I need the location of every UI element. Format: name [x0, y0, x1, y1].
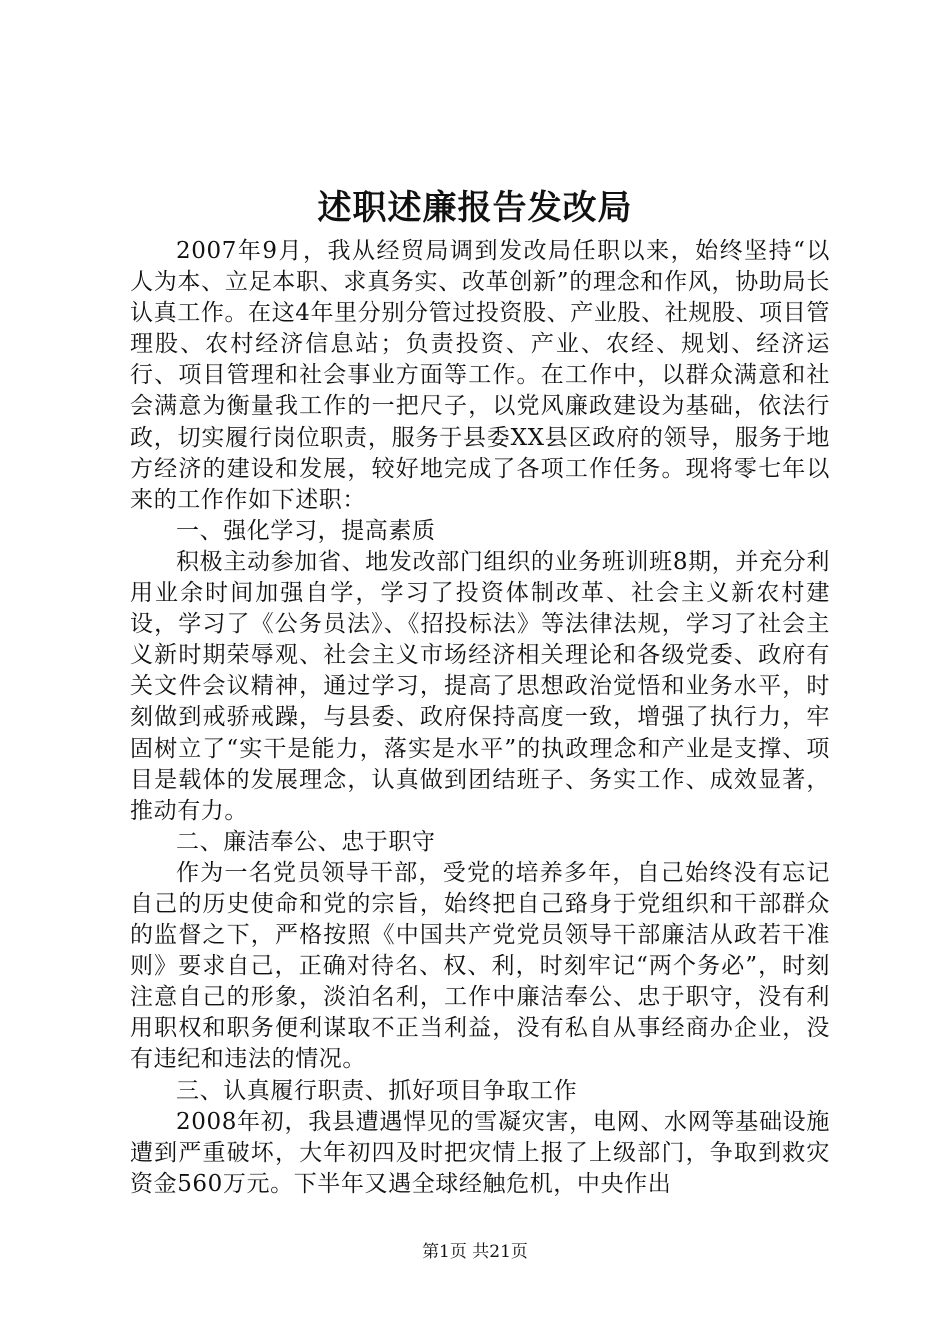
paragraph-integrity: 作为一名党员领导干部，受党的培养多年，自己始终没有忘记自己的历史使命和党的宗旨，始终把自己臵身于党组织和干部群众的监督之下，严格按照《中国共产党党员领导干部廉洁从政若干准则》要求自己，正确对待名、权、利，时刻牢记“两个务必”，时刻注意自己的形象，淡泊名利，工作中廉洁奉公、忠于职守，没有利用职权和职务便利谋取不正当利益，没有私自从事经商办企业，没有违纪和违法的情况。	[130, 859, 830, 1073]
page-number-footer: 第1页 共21页	[422, 1242, 528, 1262]
section-heading-2: 二、廉洁奉公、忠于职守	[176, 828, 436, 855]
section-heading-3: 三、认真履行职责、抓好项目争取工作	[176, 1077, 578, 1104]
paragraph-intro: 2007年9月，我从经贸局调到发改局任职以来，始终坚持“以人为本、立足本职、求真务实、改革创新”的理念和作风，协助局长认真工作。在这4年里分别分管过投资股、产业股、社规股、项目管理股、农村经济信息站；负责投资、产业、农经、规划、经济运行、项目管理和社会事业方面等工作。在工作中，以群众满意和社会满意为衡量我工作的一把尺子，以党风廉政建设为基础，依法行政，切实履行岗位职责，服务于县委XX县区政府的领导，服务于地方经济的建设和发展，较好地完成了各项工作任务。现将零七年以来的工作作如下述职：	[130, 238, 830, 513]
paragraph-projects: 2008年初，我县遭遇悍见的雪凝灾害，电网、水网等基础设施遭到严重破坏，大年初四及时把灾情上报了上级部门，争取到救灾资金560万元。下半年又遇全球经触危机，中央作出	[130, 1108, 830, 1197]
document-body	[130, 236, 830, 1200]
paragraph-study: 积极主动参加省、地发改部门组织的业务班训班8期，并充分利用业余时间加强自学，学习了投资体制改革、社会主义新农村建设，学习了《公务员法》、《招投标法》等法律法规，学习了社会主义新时期荣辱观、社会主义市场经济相关理论和各级党委、政府有关文件会议精神，通过学习，提高了思想政治觉悟和业务水平，时刻做到戒骄戒躁，与县委、政府保持高度一致，增强了执行力，牢固树立了“实干是能力，落实是水平”的执政理念和产业是支撑、项目是载体的发展理念，认真做到团结班子、务实工作、成效显著，推动有力。	[130, 548, 830, 824]
document-title: 述职述廉报告发改局	[317, 188, 633, 228]
section-heading-1: 一、强化学习，提高素质	[176, 517, 436, 544]
